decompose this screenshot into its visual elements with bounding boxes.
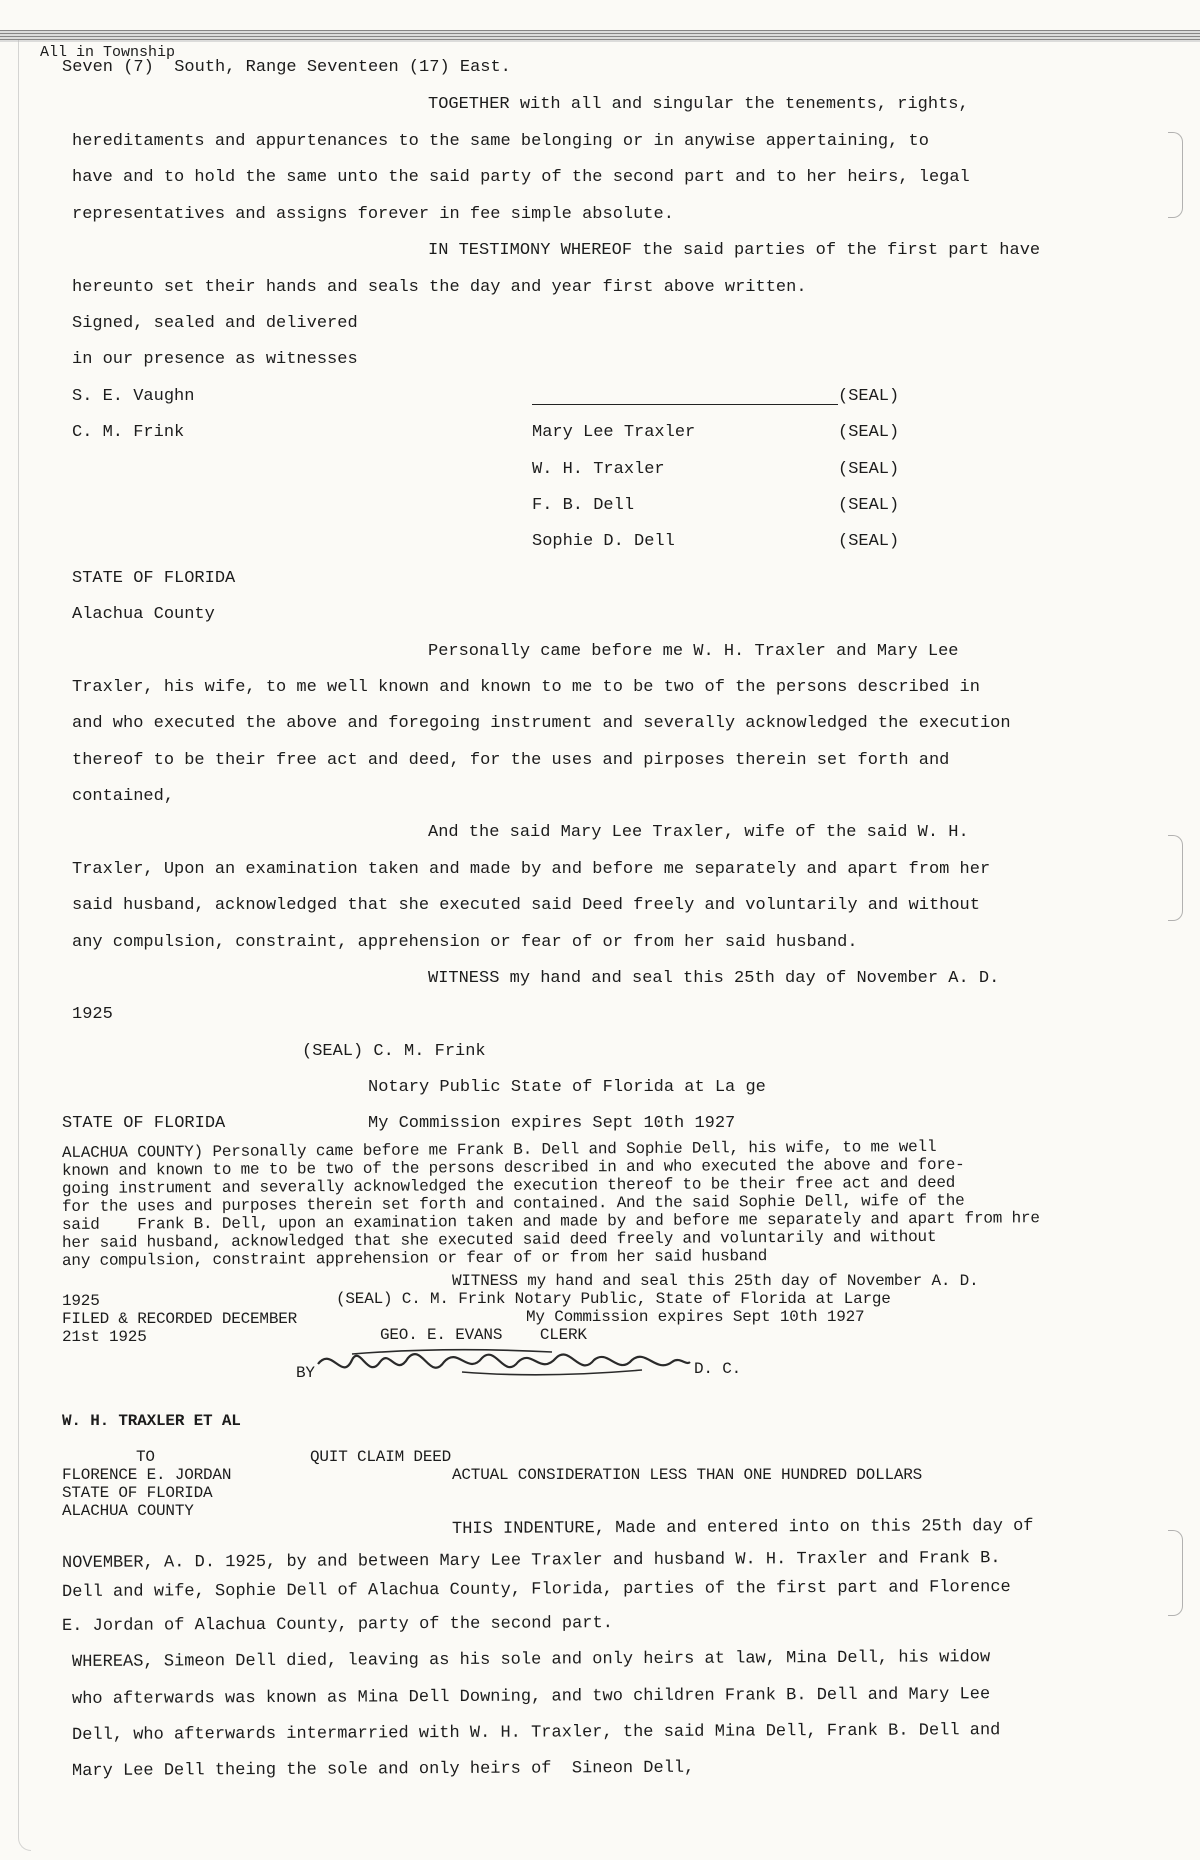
- seal-label: (SEAL): [838, 423, 900, 442]
- ack1-line: and who executed the above and foregoing instrument and severally acknowledged the execution: [72, 714, 1011, 733]
- margin-bracket: [1168, 835, 1183, 921]
- ack1-line: Personally came before me W. H. Traxler and Mary Lee: [428, 642, 959, 661]
- deed2-line: Mary Lee Dell theing the sole and only heirs of Sineon Dell,: [71, 1758, 695, 1781]
- seal-label: (SEAL): [838, 496, 900, 515]
- witness-intro-2: in our presence as witnesses: [72, 350, 358, 369]
- ack2-line: known and known to me to be two of the persons described in and who executed the above and fore-: [61, 1155, 965, 1180]
- margin-note: All in Township: [40, 44, 176, 61]
- ack1-line: thereof to be their free act and deed, for the uses and pirposes therein set forth and: [72, 751, 950, 770]
- ack2-line: any compulsion, constraint apprehension or fear of or from her said husband: [61, 1247, 768, 1270]
- signature-line: [532, 404, 838, 405]
- ack1-line: any compulsion, constraint, apprehension or fear of or from her said husband.: [72, 933, 858, 952]
- party-line: FLORENCE E. JORDAN: [62, 1466, 232, 1484]
- deputy-clerk-label: D. C.: [694, 1360, 742, 1378]
- party-line: STATE OF FLORIDA: [62, 1484, 213, 1502]
- margin-bracket: [1168, 1530, 1183, 1616]
- party-line: TO: [136, 1448, 155, 1466]
- ack2-notary-line: (SEAL) C. M. Frink Notary Public, State of Florida at Large: [336, 1290, 891, 1308]
- notary-title: Notary Public State of Florida at La ge: [368, 1078, 766, 1097]
- together-line-1: TOGETHER with all and singular the tenements, rights,: [428, 95, 969, 114]
- state-heading: STATE OF FLORIDA: [62, 1114, 226, 1133]
- ack2-year: 1925: [62, 1292, 100, 1310]
- seal-label: (SEAL): [838, 387, 900, 406]
- ack1-year: 1925: [72, 1005, 113, 1024]
- clerk-signature: [312, 1336, 692, 1396]
- ack2-line: said Frank B. Dell, upon an examination taken and made by and before me separately and apart from hre: [61, 1209, 1040, 1234]
- page-edge: [18, 40, 31, 1851]
- signer-name: F. B. Dell: [532, 496, 635, 515]
- county-heading: Alachua County: [72, 605, 215, 624]
- deed2-line: Dell and wife, Sophie Dell of Alachua County, Florida, parties of the first part and Florence: [61, 1578, 1011, 1602]
- testimony-line-2: hereunto set their hands and seals the day and year first above written.: [72, 278, 807, 297]
- ack1-line: Traxler, his wife, to me well known and known to me to be two of the persons described in: [72, 678, 980, 697]
- ack1-line: said husband, acknowledged that she executed said Deed freely and voluntarily and without: [72, 896, 980, 915]
- deed2-line: E. Jordan of Alachua County, party of the second part.: [61, 1614, 613, 1636]
- header-line: Seven (7) South, Range Seventeen (17) East.: [62, 58, 511, 77]
- state-heading: STATE OF FLORIDA: [72, 569, 236, 588]
- deed2-line: Dell, who afterwards intermarried with W. H. Traxler, the said Mina Dell, Frank B. Dell and: [71, 1721, 1001, 1745]
- witness-name: C. M. Frink: [72, 423, 185, 442]
- consideration-line: ACTUAL CONSIDERATION LESS THAN ONE HUNDRED DOLLARS: [452, 1466, 923, 1484]
- signer-name: W. H. Traxler: [532, 460, 665, 479]
- ack2-line: going instrument and severally acknowledged the execution thereof to be their free act and deed: [61, 1173, 956, 1198]
- top-border-lines: [0, 30, 1200, 42]
- ack1-witness-line: WITNESS my hand and seal this 25th day of November A. D.: [428, 969, 1000, 988]
- clerk-line: GEO. E. EVANS CLERK: [380, 1326, 587, 1344]
- ack1-line: contained,: [72, 787, 175, 806]
- witness-name: S. E. Vaughn: [72, 387, 195, 406]
- deed-title: QUIT CLAIM DEED: [310, 1448, 452, 1466]
- by-label: BY: [296, 1364, 315, 1382]
- deed2-line: WHEREAS, Simeon Dell died, leaving as his sole and only heirs at law, Mina Dell, his widow: [71, 1648, 991, 1672]
- ack2-commission: My Commission expires Sept 10th 1927: [526, 1308, 865, 1326]
- deed2-line: THIS INDENTURE, Made and entered into on this 25th day of: [451, 1516, 1034, 1539]
- filed-line: FILED & RECORDED DECEMBER: [62, 1310, 298, 1328]
- together-line-3: have and to hold the same unto the said party of the second part and to her heirs, legal: [72, 168, 970, 187]
- signer-name: Sophie D. Dell: [532, 532, 675, 551]
- ack2-line: for the uses and purposes therein set forth and contained. And the said Sophie Dell, wife of the: [61, 1191, 965, 1216]
- ack2-line: her said husband, acknowledged that she executed said deed freely and voluntarily and without: [61, 1227, 937, 1252]
- seal-label: (SEAL): [838, 532, 900, 551]
- notary-signature: (SEAL) C. M. Frink: [302, 1042, 486, 1061]
- signer-name: Mary Lee Traxler: [532, 423, 696, 442]
- filed-date: 21st 1925: [62, 1328, 147, 1346]
- party-line: ALACHUA COUNTY: [62, 1502, 194, 1520]
- together-line-2: hereditaments and appurtenances to the same belonging or in anywise appertaining, to: [72, 132, 929, 151]
- margin-bracket: [1168, 132, 1183, 218]
- ack2-witness-line: WITNESS my hand and seal this 25th day of November A. D.: [452, 1272, 979, 1290]
- commission-line: My Commission expires Sept 10th 1927: [368, 1114, 736, 1133]
- seal-label: (SEAL): [838, 460, 900, 479]
- deed2-line: who afterwards was known as Mina Dell Downing, and two children Frank B. Dell and Mary Lee: [71, 1685, 991, 1709]
- ack1-line: And the said Mary Lee Traxler, wife of the said W. H.: [428, 823, 969, 842]
- testimony-line-1: IN TESTIMONY WHEREOF the said parties of the first part have: [428, 241, 1041, 260]
- witness-intro-1: Signed, sealed and delivered: [72, 314, 358, 333]
- together-line-4: representatives and assigns forever in fee simple absolute.: [72, 205, 674, 224]
- ack1-line: Traxler, Upon an examination taken and made by and before me separately and apart from her: [72, 860, 991, 879]
- party-line: W. H. TRAXLER ET AL: [62, 1412, 241, 1430]
- ack2-line: ALACHUA COUNTY) Personally came before me Frank B. Dell and Sophie Dell, his wife, to me well: [61, 1137, 937, 1162]
- deed2-line: NOVEMBER, A. D. 1925, by and between Mary Lee Traxler and husband W. H. Traxler and Frank B.: [61, 1549, 1001, 1573]
